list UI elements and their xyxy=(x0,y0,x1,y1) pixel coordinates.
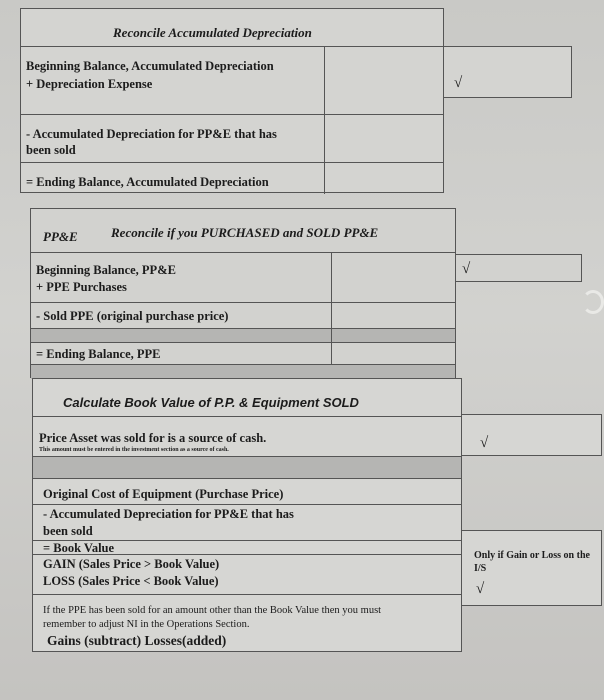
accumulated-depreciation-table xyxy=(20,8,444,193)
book-value-table xyxy=(32,378,462,652)
section3-title: Calculate Book Value of P.P. & Equipment SOLD xyxy=(63,395,359,410)
section1-beginning-label: Beginning Balance, Accumulated Depreciation xyxy=(26,59,274,73)
section1-title-row xyxy=(21,9,443,47)
section2-sold-label: - Sold PPE (original purchase price) xyxy=(36,309,229,323)
section3-footer xyxy=(33,595,461,653)
section2-checkmark: √ xyxy=(462,261,471,277)
section2-purchases-label: + PPE Purchases xyxy=(36,280,127,294)
section2-title-row xyxy=(31,209,455,253)
section3-side-checkmark: √ xyxy=(476,581,485,597)
section3-check-cell xyxy=(462,414,602,456)
section3-footer-line2: remember to adjust NI in the Operations Section. xyxy=(43,619,250,630)
section3-row-accum xyxy=(33,505,461,541)
section2-bottom-shade xyxy=(31,365,455,379)
section1-expense-label: + Depreciation Expense xyxy=(26,77,153,91)
section3-checkmark: √ xyxy=(480,435,489,451)
section3-side-note: Only if Gain or Loss on the I/S xyxy=(474,550,590,574)
section1-row-sold xyxy=(21,115,443,163)
section3-row-cost xyxy=(33,479,461,505)
section1-sold-label-2: been sold xyxy=(26,143,76,157)
section3-footer-line1: If the PPE has been sold for an amount other than the Book Value then you must xyxy=(43,605,382,616)
section3-footer-line3: Gains (subtract) Losses(added) xyxy=(47,633,227,648)
section1-sold-label: - Accumulated Depreciation for PP&E that has xyxy=(26,127,277,141)
binder-ring-shape xyxy=(582,290,604,314)
section2-spacer-row xyxy=(31,329,455,343)
section2-title: Reconcile if you PURCHASED and SOLD PP&E xyxy=(111,225,379,240)
section3-title-row xyxy=(33,379,461,417)
section3-row-price xyxy=(33,417,461,457)
section3-bookvalue-label: = Book Value xyxy=(43,541,115,555)
section2-row-beginning xyxy=(31,253,455,303)
section3-row-gainloss xyxy=(33,555,461,595)
ppe-reconcile-table xyxy=(30,208,456,378)
section2-beginning-label: Beginning Balance, PP&E xyxy=(36,263,176,277)
section2-check-cell xyxy=(456,254,582,282)
section1-ending-label: = Ending Balance, Accumulated Depreciation xyxy=(26,175,269,189)
section1-row-beginning xyxy=(21,47,443,115)
section3-loss-label: LOSS (Sales Price < Book Value) xyxy=(43,574,219,588)
section3-price-note: This amount must be entered in the investment section as a source of cash. xyxy=(39,447,229,453)
section3-cost-label: Original Cost of Equipment (Purchase Price) xyxy=(43,487,284,501)
section2-ending-label: = Ending Balance, PPE xyxy=(36,347,161,361)
section3-price-label: Price Asset was sold for is a source of cash. xyxy=(39,431,267,445)
section2-row-ending xyxy=(31,343,455,365)
section2-row-sold xyxy=(31,303,455,329)
section1-title: Reconcile Accumulated Depreciation xyxy=(113,25,312,40)
section3-accum-label-2: been sold xyxy=(43,524,93,538)
section3-row-bookvalue xyxy=(33,541,461,555)
section3-gain-label: GAIN (Sales Price > Book Value) xyxy=(43,557,220,571)
section1-checkmark: √ xyxy=(454,75,463,91)
section2-label: PP&E xyxy=(43,229,78,244)
section3-side-note-cell xyxy=(462,530,602,606)
section1-check-cell xyxy=(444,46,572,98)
section1-row-ending xyxy=(21,163,443,194)
section3-spacer-row xyxy=(33,457,461,479)
section3-accum-label: - Accumulated Depreciation for PP&E that has xyxy=(43,507,294,521)
